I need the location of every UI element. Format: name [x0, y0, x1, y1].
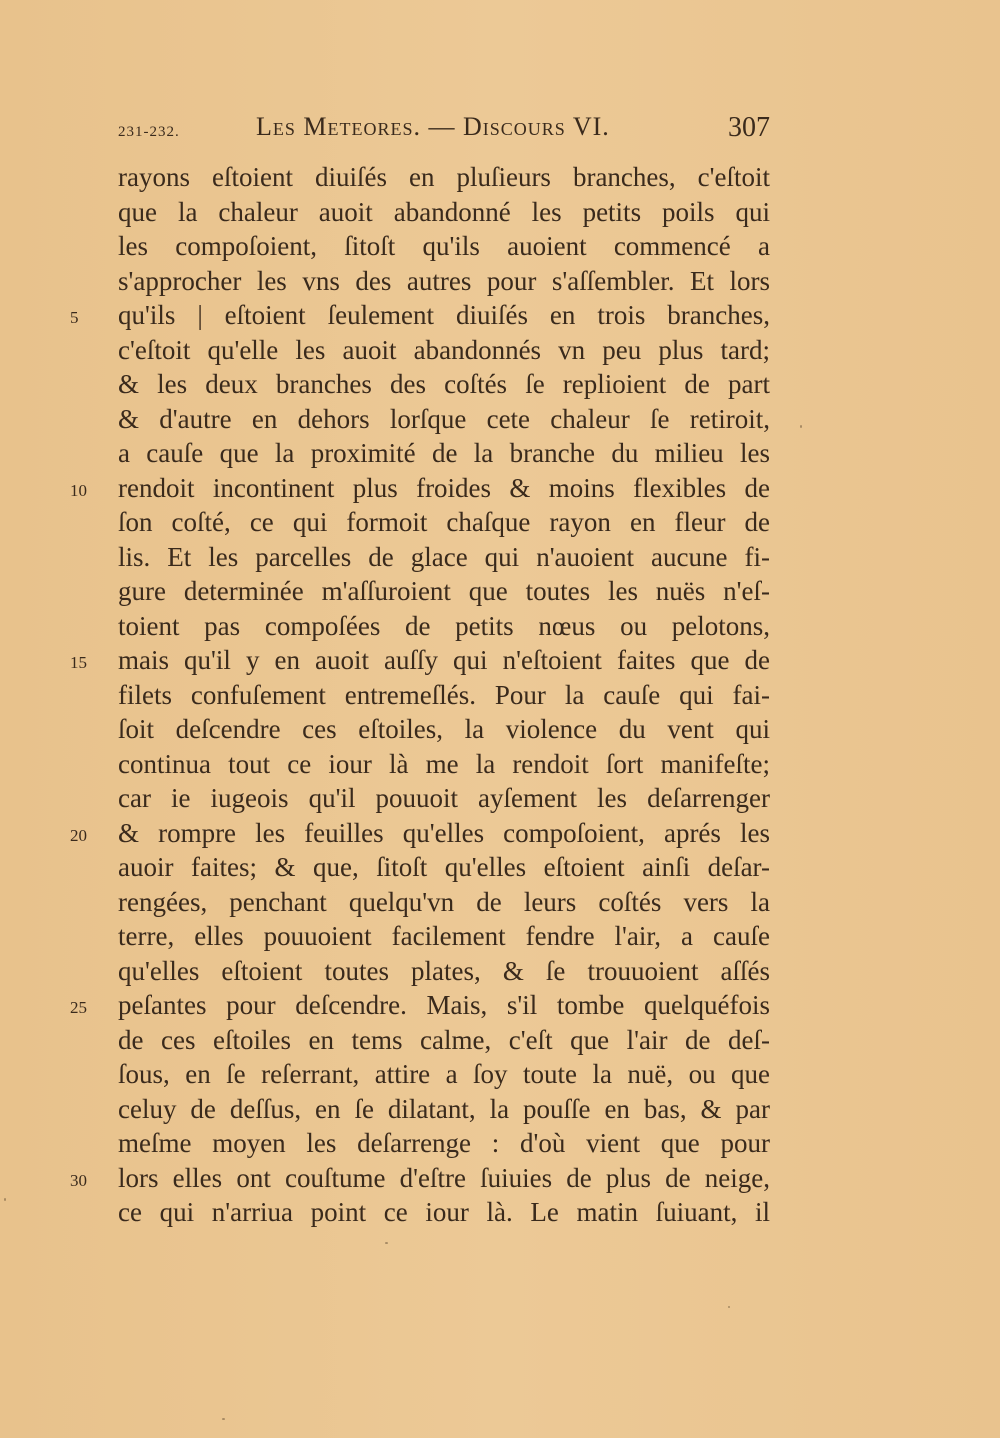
text-line [118, 885, 770, 920]
line-text: rayons eſtoient diuiſés en pluſieurs branches, c'eſtoit [118, 162, 770, 192]
line-text: peſantes pour deſcendre. Mais, s'il tombe quelquéfois [118, 990, 770, 1020]
text-line [70, 988, 770, 1023]
text-line [118, 1195, 770, 1230]
line-number: 30 [70, 1170, 87, 1190]
text-line [118, 540, 770, 575]
paper-speck [385, 1242, 388, 1244]
text-line [118, 850, 770, 885]
text-line [118, 195, 770, 230]
line-text: & rompre les feuilles qu'elles compoſoient, aprés les [118, 817, 770, 848]
line-text: continua tout ce iour là me la rendoit ſort manifeſte; [118, 748, 770, 779]
line-text: meſme moyen les deſarrenge : d'où vient que pour [118, 1128, 770, 1158]
line-text: celuy de deſſus, en ſe dilatant, la pouſſe en bas, & par [118, 1093, 770, 1124]
line-text: lors elles ont couſtume d'eſtre ſuiuies de plus de neige, [118, 1162, 770, 1193]
line-text: qu'ils | eſtoient ſeulement diuiſés en trois branches, [118, 300, 770, 330]
line-text: que la chaleur auoit abandonné les petits poils qui [118, 196, 770, 227]
text-line [118, 1092, 770, 1127]
text-line [70, 643, 770, 678]
line-text: c'eſtoit qu'elle les auoit abandonnés vn peu plus tard; [118, 334, 770, 365]
text-line [118, 367, 770, 402]
line-text: ſoit deſcendre ces eſtoiles, la violence du vent qui [118, 714, 770, 744]
line-text: ce qui n'arriua point ce iour là. Le matin ſuiuant, il [118, 1197, 770, 1227]
text-line [118, 609, 770, 644]
line-number: 25 [70, 998, 87, 1017]
line-text: rengées, penchant quelqu'vn de leurs coſtés vers la [118, 886, 770, 917]
line-text: a cauſe que la proximité de la branche du milieu les [118, 438, 770, 468]
text-line [118, 747, 770, 782]
line-text: car ie iugeois qu'il pouuoit ayſement les deſarrenger [118, 783, 770, 813]
line-text: mais qu'il y en auoit auſſy qui n'eſtoient faites que de [118, 645, 770, 675]
text-line [118, 574, 770, 609]
text-line [118, 436, 770, 471]
paper-speck [4, 1198, 6, 1201]
text-line [70, 298, 770, 333]
line-text: les compoſoient, ſitoſt qu'ils auoient commencé a [118, 231, 770, 261]
line-text: toient pas compoſées de petits nœus ou pelotons, [118, 610, 770, 641]
line-text: ſous, en ſe reſerrant, attire a ſoy toute la nuë, ou que [118, 1059, 770, 1089]
line-text: s'approcher les vns des autres pour s'aſſembler. Et lors [118, 265, 770, 296]
line-text: rendoit incontinent plus froides & moins flexibles de [118, 472, 770, 503]
text-line [118, 919, 770, 954]
line-number: 5 [70, 308, 79, 327]
text-line [118, 781, 770, 816]
text-line [70, 1161, 770, 1196]
text-line [118, 1057, 770, 1092]
folio-reference: 231-232. [118, 124, 180, 140]
line-text: & les deux branches des coſtés ſe replioient de part [118, 369, 770, 399]
line-text: gure determinée m'aſſuroient que toutes les nuës n'eſ- [118, 576, 770, 606]
text-line [70, 816, 770, 851]
line-text: ſon coſté, ce qui formoit chaſque rayon en fleur de [118, 507, 770, 537]
line-text: terre, elles pouuoient facilement fendre l'air, a cauſe [118, 921, 770, 951]
line-text: & d'autre en dehors lorſque cete chaleur ſe retiroit, [118, 403, 770, 434]
text-line [118, 1023, 770, 1058]
line-text: qu'elles eſtoient toutes plates, & ſe trouuoient aſſés [118, 955, 770, 986]
text-line [118, 1126, 770, 1161]
running-title: Les Meteores. — Discours VI. [256, 112, 610, 141]
text-line [118, 333, 770, 368]
paper-speck [222, 1418, 225, 1420]
line-number: 20 [70, 825, 87, 845]
line-number: 10 [70, 480, 87, 500]
text-line [118, 954, 770, 989]
line-text: lis. Et les parcelles de glace qui n'auoient aucune fi- [118, 541, 770, 572]
body-text [70, 160, 770, 1230]
text-line [118, 160, 770, 195]
line-text: auoir faites; & que, ſitoſt qu'elles eſtoient ainſi deſar- [118, 852, 770, 882]
paper-speck [800, 425, 802, 428]
text-line [118, 229, 770, 264]
text-line [118, 264, 770, 299]
text-line [118, 678, 770, 713]
line-number: 15 [70, 653, 87, 672]
text-line [118, 402, 770, 437]
paper-speck [728, 1306, 730, 1308]
line-text: de ces eſtoiles en tems calme, c'eſt que l'air de deſ- [118, 1024, 770, 1055]
text-line [118, 712, 770, 747]
running-header [118, 112, 770, 148]
page-number: 307 [728, 112, 770, 143]
text-line [70, 471, 770, 506]
text-line [118, 505, 770, 540]
line-text: filets confuſement entremeſlés. Pour la cauſe qui fai- [118, 679, 770, 710]
